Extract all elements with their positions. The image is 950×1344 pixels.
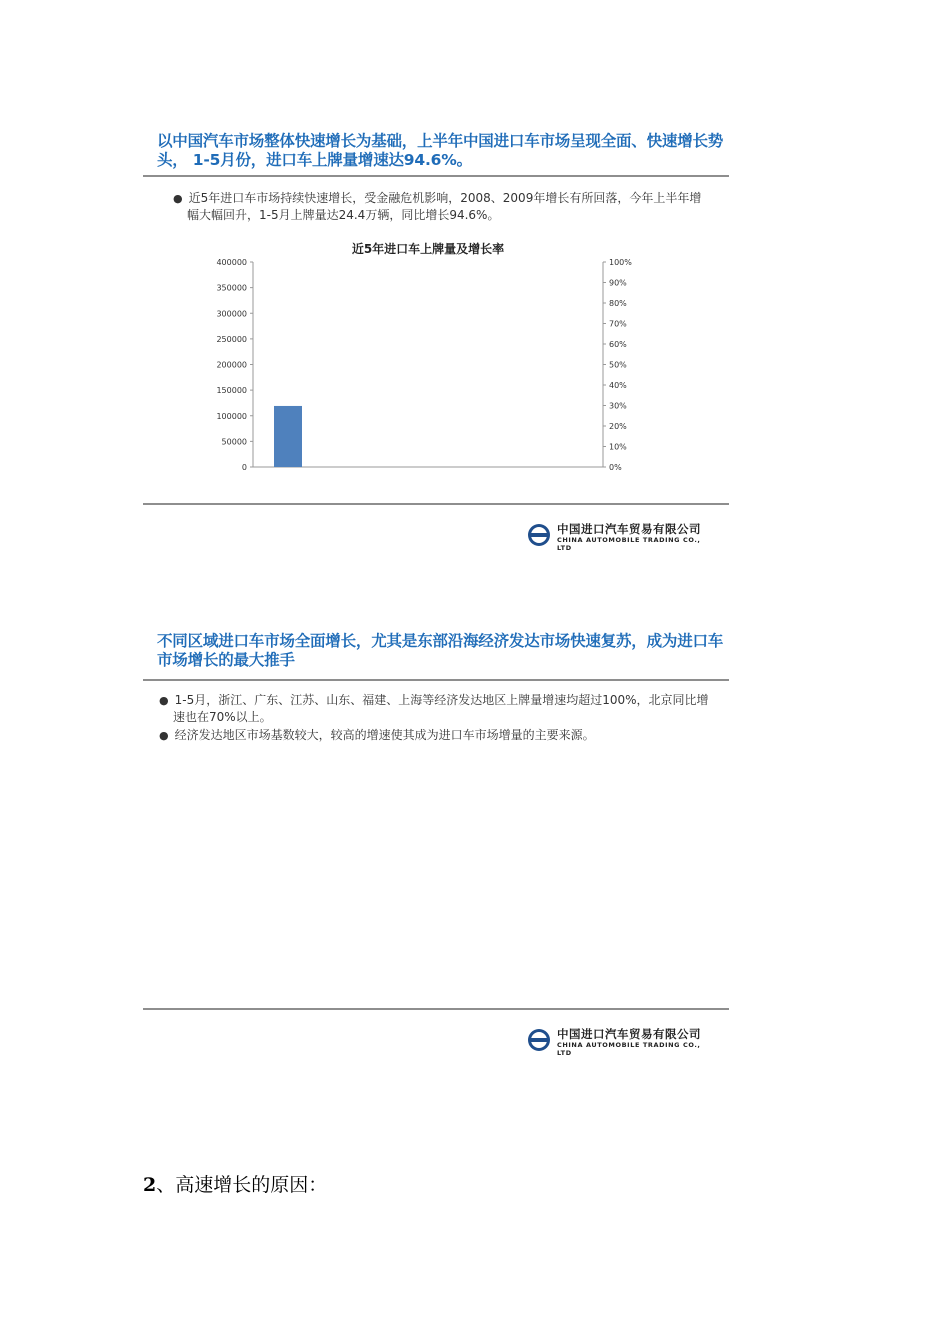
- bullet-text: 近5年进口车市场持续快速增长，受金融危机影响，2008、2009年增长有所回落，今年上半年增幅大幅回升，1-5月上牌量达24.4万辆，同比增长94.6%。: [187, 191, 702, 222]
- y2-tick-label: 0%: [609, 463, 622, 472]
- y2-tick-label: 80%: [609, 299, 627, 308]
- y2-tick-label: 90%: [609, 278, 627, 288]
- company-name-en: CHINA AUTOMOBILE TRADING CO., LTD: [557, 1041, 701, 1057]
- bullet-item: [159, 692, 719, 725]
- bullet-list: [159, 692, 719, 746]
- bullet-text: 1-5月，浙江、广东、江苏、山东、福建、上海等经济发达地区上牌量增速均超过100%，北京同比增速也在70%以上。: [173, 693, 709, 724]
- bullet-icon: ●: [159, 729, 169, 742]
- company-name-cn: 中国进口汽车贸易有限公司: [557, 1027, 701, 1041]
- slide-1: [143, 128, 729, 558]
- section-heading: [143, 1170, 327, 1197]
- y2-tick-label: 40%: [609, 381, 627, 390]
- company-logo: [527, 1026, 717, 1056]
- company-emblem-icon: [527, 523, 551, 547]
- y-tick-label: 150000: [216, 386, 247, 396]
- company-name-en: CHINA AUTOMOBILE TRADING CO., LTD: [557, 536, 701, 552]
- y2-tick-label: 10%: [609, 442, 627, 452]
- bullet-list: [173, 190, 713, 225]
- bullet-text: 经济发达地区市场基数较大，较高的增速使其成为进口车市场增量的主要来源。: [174, 728, 595, 742]
- y-tick-label: 100000: [216, 411, 247, 421]
- y-tick-label: 200000: [216, 360, 247, 370]
- y-tick-label: 300000: [216, 309, 247, 319]
- bullet-icon: ●: [173, 192, 183, 205]
- chart-title: 近5年进口车上牌量及增长率: [351, 242, 505, 256]
- y2-tick-label: 30%: [609, 401, 627, 411]
- y2-tick-label: 20%: [609, 422, 627, 431]
- company-logo: [527, 521, 717, 551]
- headline-divider: [143, 679, 729, 681]
- headline-divider: [143, 175, 729, 177]
- y2-tick-label: 100%: [609, 258, 632, 267]
- y-tick-label: 400000: [216, 258, 247, 267]
- slide-2: [143, 628, 729, 1058]
- company-name-cn: 中国进口汽车贸易有限公司: [557, 522, 701, 536]
- slide-headline: 以中国汽车市场整体快速增长为基础，上半年中国进口车市场呈现全面、快速增长势头， 1-5月份，进口车上牌量增速达94.6%。: [157, 132, 724, 169]
- y-tick-label: 350000: [216, 283, 247, 293]
- bullet-item: [159, 727, 719, 744]
- y2-tick-label: 60%: [609, 340, 627, 349]
- section-number: 2: [143, 1174, 157, 1196]
- bullet-icon: ●: [159, 694, 169, 707]
- chart-province-registrations: [143, 754, 729, 994]
- section-title: 、高速增长的原因：: [156, 1174, 328, 1196]
- slide-headline: 不同区域进口车市场全面增长，尤其是东部沿海经济发达市场快速复苏，成为进口车市场增长的最大推手: [157, 632, 724, 669]
- y2-tick-label: 70%: [609, 319, 627, 329]
- y-tick-label: 50000: [221, 437, 247, 447]
- company-emblem-icon: [527, 1028, 551, 1052]
- y2-tick-label: 50%: [609, 360, 627, 370]
- y-tick-label: 250000: [216, 334, 247, 344]
- bullet-item: [173, 190, 713, 223]
- footer-divider: [143, 1008, 729, 1010]
- chart-yearly-registrations: [143, 236, 729, 501]
- y-tick-label: 0: [241, 463, 247, 472]
- footer-divider: [143, 503, 729, 505]
- bar: [274, 406, 302, 467]
